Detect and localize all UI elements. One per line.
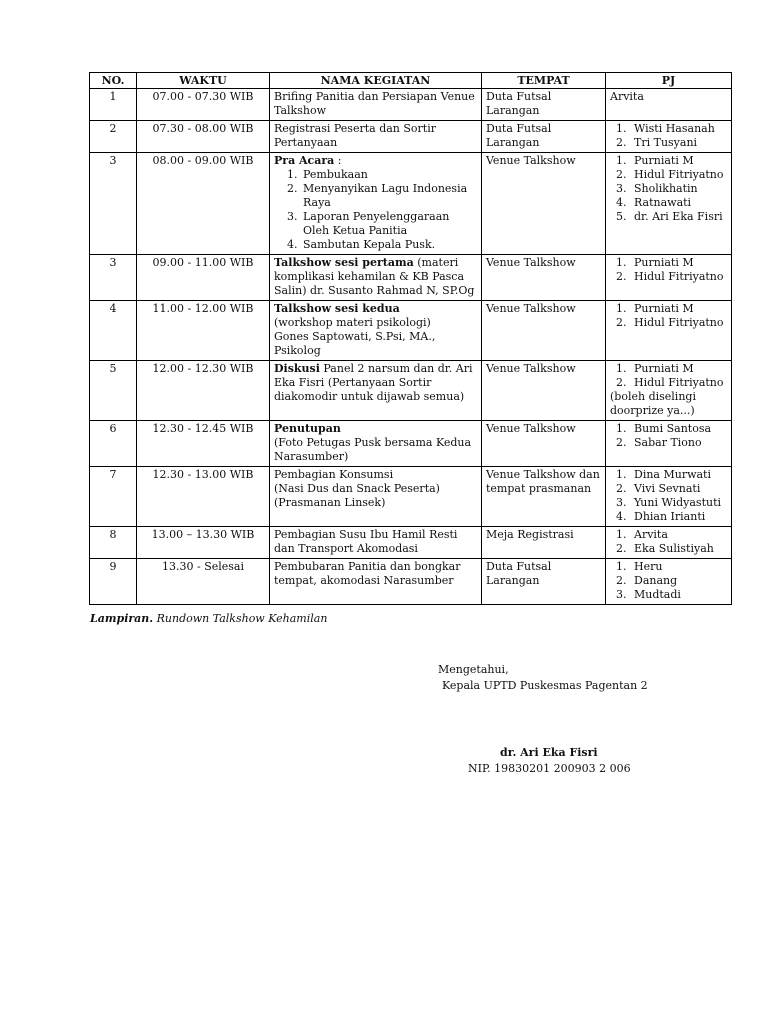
caption-label: Lampiran. <box>90 612 154 625</box>
activity-title: Talkshow sesi kedua <box>274 302 400 315</box>
signature-acknowledged: Mengetahui, <box>438 663 509 676</box>
cell-activity <box>270 559 482 605</box>
cell-activity <box>270 121 482 153</box>
pj-list-item: 2. Hidul Fitriyatno <box>630 376 727 390</box>
cell-pj <box>606 121 732 153</box>
pj-list-item: 1. Purniati M <box>630 256 727 270</box>
cell-activity <box>270 527 482 559</box>
caption-text: Rundown Talkshow Kehamilan <box>153 612 328 625</box>
activity-text: Registrasi Peserta dan Sortir Pertanyaan <box>274 122 436 149</box>
cell-activity <box>270 301 482 361</box>
cell-activity <box>270 467 482 527</box>
table-row <box>90 121 732 153</box>
signature-title: Kepala UPTD Puskesmas Pagentan 2 <box>442 679 648 692</box>
pj-name: Arvita <box>610 90 644 103</box>
cell-time: 08.00 - 09.00 WIB <box>137 153 270 255</box>
pj-list-item: 2. Sabar Tiono <box>630 436 727 450</box>
cell-time: 13.30 - Selesai <box>137 559 270 605</box>
cell-time: 12.30 - 12.45 WIB <box>137 421 270 467</box>
cell-no: 4 <box>90 301 137 361</box>
activity-title: Talkshow sesi pertama <box>274 256 414 269</box>
cell-no: 8 <box>90 527 137 559</box>
cell-place: Duta Futsal Larangan <box>482 121 606 153</box>
table-row <box>90 527 732 559</box>
pj-list <box>610 560 727 602</box>
cell-no: 3 <box>90 153 137 255</box>
activity-title: Pra Acara <box>274 154 335 167</box>
table-row <box>90 89 732 121</box>
cell-pj <box>606 421 732 467</box>
activity-text: Pembubaran Panitia dan bongkar tempat, akomodasi Narasumber <box>274 560 461 587</box>
pj-list <box>610 122 727 150</box>
pj-list-item: 4. Ratnawati <box>630 196 727 210</box>
cell-no: 1 <box>90 89 137 121</box>
signature-nip: NIP. 19830201 200903 2 006 <box>468 762 631 775</box>
cell-time: 12.30 - 13.00 WIB <box>137 467 270 527</box>
cell-no: 6 <box>90 421 137 467</box>
pj-list-item: 3. Mudtadi <box>630 588 727 602</box>
cell-place: Duta Futsal Larangan <box>482 559 606 605</box>
pj-list-item: 1. Wisti Hasanah <box>630 122 727 136</box>
cell-pj <box>606 527 732 559</box>
pj-list-item: 1. Arvita <box>630 528 727 542</box>
cell-place: Venue Talkshow <box>482 361 606 421</box>
pj-list-item: 3. Sholikhatin <box>630 182 727 196</box>
pj-note: (boleh diselingi doorprize ya...) <box>610 390 696 417</box>
pj-list-item: 1. Bumi Santosa <box>630 422 727 436</box>
activity-list-item: 2. Menyanyikan Lagu Indonesia Raya <box>301 182 477 210</box>
cell-no: 5 <box>90 361 137 421</box>
table-row <box>90 361 732 421</box>
table-body <box>90 89 732 605</box>
cell-activity <box>270 153 482 255</box>
pj-list <box>610 154 727 224</box>
activity-list-item: 3. Laporan Penyelenggaraan Oleh Ketua Panitia <box>301 210 477 238</box>
pj-list <box>610 256 727 284</box>
cell-activity <box>270 361 482 421</box>
pj-list-item: 2. Tri Tusyani <box>630 136 727 150</box>
cell-no: 9 <box>90 559 137 605</box>
cell-time: 13.00 – 13.30 WIB <box>137 527 270 559</box>
pj-list-item: 4. Dhian Irianti <box>630 510 727 524</box>
table-row <box>90 421 732 467</box>
cell-pj <box>606 467 732 527</box>
cell-time: 07.00 - 07.30 WIB <box>137 89 270 121</box>
activity-list-item: 4. Sambutan Kepala Pusk. <box>301 238 477 252</box>
activity-text: Panel 2 narsum dan dr. Ari Eka Fisri (Pertanyaan Sortir diakomodir untuk dijawab semua) <box>274 362 473 403</box>
cell-time: 11.00 - 12.00 WIB <box>137 301 270 361</box>
cell-no: 7 <box>90 467 137 527</box>
activity-text: (materi komplikasi kehamilan & KB Pasca Salin) dr. Susanto Rahmad N, SP.Og <box>274 256 475 297</box>
cell-pj <box>606 153 732 255</box>
header-tempat: TEMPAT <box>482 73 606 89</box>
pj-list-item: 2. Hidul Fitriyatno <box>630 168 727 182</box>
cell-no: 3 <box>90 255 137 301</box>
table-caption <box>90 612 327 625</box>
activity-line: (Nasi Dus dan Snack Peserta) <box>274 482 440 495</box>
pj-list-item: 2. Hidul Fitriyatno <box>630 270 727 284</box>
rundown-table <box>89 72 732 605</box>
cell-pj <box>606 301 732 361</box>
header-waktu: WAKTU <box>137 73 270 89</box>
cell-activity <box>270 421 482 467</box>
signature-name: dr. Ari Eka Fisri <box>500 746 598 759</box>
header-pj: PJ <box>606 73 732 89</box>
header-nama-kegiatan: NAMA KEGIATAN <box>270 73 482 89</box>
cell-no: 2 <box>90 121 137 153</box>
cell-time: 07.30 - 08.00 WIB <box>137 121 270 153</box>
pj-list <box>610 362 727 390</box>
header-no: NO. <box>90 73 137 89</box>
pj-list <box>610 422 727 450</box>
table-header-row <box>90 73 732 89</box>
pj-list-item: 2. Eka Sulistiyah <box>630 542 727 556</box>
cell-activity <box>270 255 482 301</box>
cell-place: Duta Futsal Larangan <box>482 89 606 121</box>
cell-time: 12.00 - 12.30 WIB <box>137 361 270 421</box>
table-row <box>90 153 732 255</box>
pj-list-item: 2. Hidul Fitriyatno <box>630 316 727 330</box>
activity-list <box>274 168 477 252</box>
activity-line: Pembagian Konsumsi <box>274 468 394 481</box>
cell-pj <box>606 559 732 605</box>
activity-title: Penutupan <box>274 422 341 435</box>
pj-list-item: 1. Purniati M <box>630 154 727 168</box>
activity-text: Brifing Panitia dan Persiapan Venue Talkshow <box>274 90 475 117</box>
pj-list <box>610 468 727 524</box>
pj-list <box>610 528 727 556</box>
cell-place: Venue Talkshow <box>482 301 606 361</box>
pj-list-item: 5. dr. Ari Eka Fisri <box>630 210 727 224</box>
activity-line: Gones Saptowati, S.Psi, MA., Psikolog <box>274 330 436 357</box>
pj-list-item: 3. Yuni Widyastuti <box>630 496 727 510</box>
pj-list-item: 1. Heru <box>630 560 727 574</box>
pj-list-item: 2. Danang <box>630 574 727 588</box>
table-row <box>90 467 732 527</box>
activity-title: Diskusi <box>274 362 320 375</box>
pj-list-item: 1. Purniati M <box>630 362 727 376</box>
pj-list-item: 1. Dina Murwati <box>630 468 727 482</box>
cell-place: Meja Registrasi <box>482 527 606 559</box>
cell-place: Venue Talkshow dan tempat prasmanan <box>482 467 606 527</box>
pj-list-item: 1. Purniati M <box>630 302 727 316</box>
pj-list-item: 2. Vivi Sevnati <box>630 482 727 496</box>
cell-pj <box>606 255 732 301</box>
table-row <box>90 301 732 361</box>
cell-place: Venue Talkshow <box>482 421 606 467</box>
cell-time: 09.00 - 11.00 WIB <box>137 255 270 301</box>
cell-activity <box>270 89 482 121</box>
activity-text: Pembagian Susu Ibu Hamil Resti dan Transport Akomodasi <box>274 528 458 555</box>
activity-text: : <box>334 154 342 167</box>
activity-line: (workshop materi psikologi) <box>274 316 431 329</box>
cell-place: Venue Talkshow <box>482 153 606 255</box>
cell-pj <box>606 89 732 121</box>
table-row <box>90 255 732 301</box>
activity-line: (Foto Petugas Pusk bersama Kedua Narasumber) <box>274 436 472 463</box>
table-row <box>90 559 732 605</box>
activity-list-item: 1. Pembukaan <box>301 168 477 182</box>
pj-list <box>610 302 727 330</box>
cell-place: Venue Talkshow <box>482 255 606 301</box>
cell-pj <box>606 361 732 421</box>
activity-line: (Prasmanan Linsek) <box>274 496 386 509</box>
